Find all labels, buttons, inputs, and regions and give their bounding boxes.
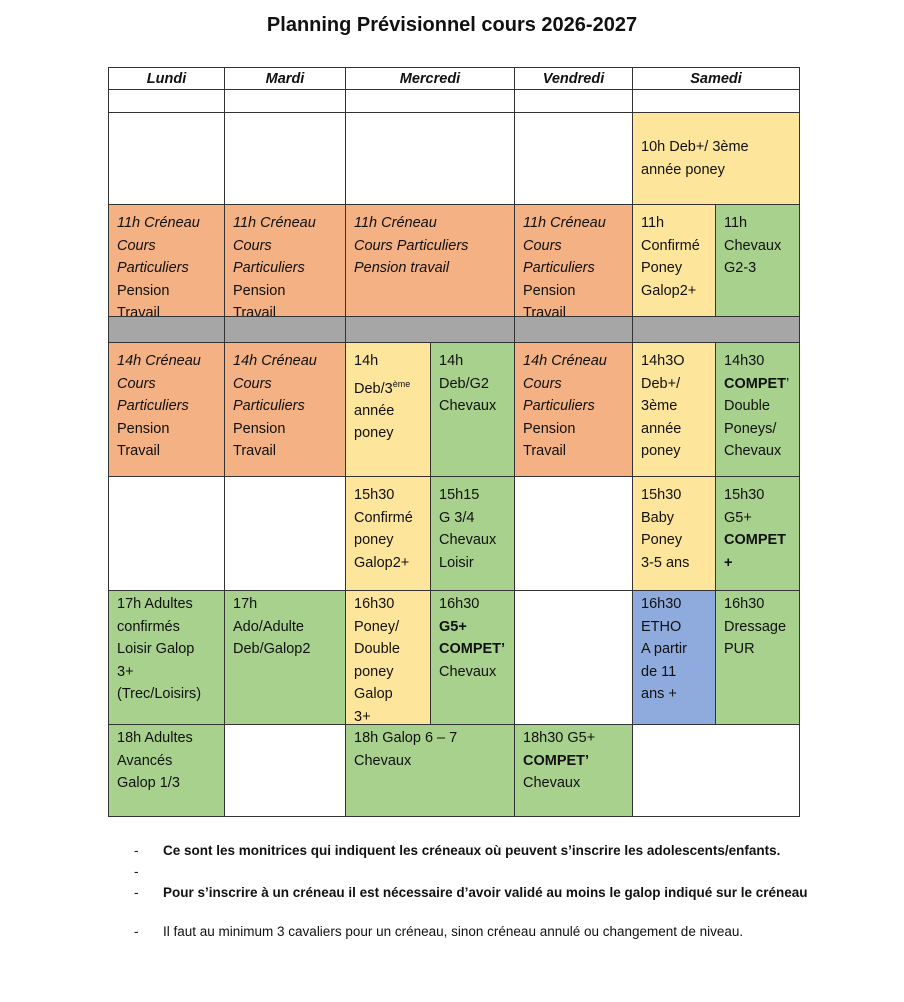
slot-line: poney [354, 425, 394, 442]
slot-line: Deb/3 [354, 380, 393, 397]
slot-mercredi-16h-poney [346, 591, 431, 725]
slot-line: G 3/4 [439, 509, 475, 526]
slot-line: 18h Adultes [117, 730, 193, 746]
slot-line: PUR [724, 641, 755, 657]
slot-line: Particuliers [117, 398, 189, 414]
slot-line: Deb+/ [641, 375, 681, 392]
slot-line: 11h [641, 215, 665, 231]
empty-cell [225, 477, 346, 591]
slot-line: 16h30 [641, 596, 682, 612]
slot-line: Double [724, 398, 770, 414]
slot-line: Baby [641, 509, 675, 526]
slot-lundi-11h [108, 205, 225, 317]
slot-samedi-15h-compet [716, 477, 800, 591]
slot-line: Pension [233, 282, 286, 299]
slot-line: année [641, 420, 682, 437]
slot-samedi-15h-baby [633, 477, 716, 591]
empty-cell [108, 113, 225, 205]
slot-line: Cours [523, 237, 562, 254]
empty-cell [108, 477, 225, 591]
slot-line: confirmés [117, 618, 180, 635]
slot-line: 3+ [117, 663, 134, 680]
slot-line: Loisir Galop [117, 641, 195, 657]
slot-mercredi-16h-compet [431, 591, 515, 725]
empty-cell [515, 90, 633, 113]
note-text: Il faut au minimum 3 cavaliers pour un créneau, sinon créneau annulé ou changement de niveau. [163, 924, 744, 939]
slot-line: 3-5 ans [641, 554, 690, 571]
slot-line: Travail [523, 443, 566, 459]
slot-line: COMPET [523, 752, 586, 769]
slot-line: Travail [117, 443, 160, 459]
slot-line: 11h Créneau [523, 215, 606, 231]
slot-line: A partir [641, 641, 687, 657]
slot-line: Chevaux [439, 532, 497, 548]
slot-line: 17h [233, 596, 258, 612]
slot-line: COMPET [724, 375, 787, 392]
slot-line: ETHO [641, 618, 682, 635]
bullet-dash: - [134, 924, 139, 939]
slot-mardi-17h [225, 591, 346, 725]
slot-line: 15h30 [724, 487, 765, 503]
note-item [134, 861, 834, 882]
slot-line: Travail [523, 305, 566, 317]
slot-line: Chevaux [724, 443, 782, 459]
slot-line: (Trec/Loisirs) [117, 686, 202, 702]
slot-line: Travail [233, 305, 276, 317]
slot-mardi-14h [225, 343, 346, 477]
slot-line: 14h Créneau [117, 353, 201, 369]
slot-line: + [724, 554, 733, 571]
slot-line: 18h30 G5+ [523, 730, 596, 746]
slot-line: 17h Adultes [117, 596, 193, 612]
slot-line: 15h15 [439, 487, 480, 503]
slot-line: poney [354, 663, 394, 680]
slot-samedi-14h-poney [633, 343, 716, 477]
slot-line: 10h Deb+/ 3ème [641, 139, 749, 155]
slot-vendredi-11h [515, 205, 633, 317]
slot-mercredi-14h-poney [346, 343, 431, 477]
empty-cell [108, 90, 225, 113]
slot-line: 14h [354, 353, 379, 369]
slot-line: Deb/Galop2 [233, 641, 311, 657]
slot-samedi-11h-poney [633, 205, 716, 317]
slot-line: poney [354, 532, 394, 548]
note-item [134, 882, 834, 903]
slot-line: 11h [724, 215, 748, 231]
empty-cell [225, 725, 346, 817]
bullet-dash: - [134, 864, 139, 879]
header-vendredi: Vendredi [515, 67, 633, 90]
slot-line: 15h30 [354, 487, 395, 503]
slot-line: 14h3O [641, 353, 685, 369]
slot-line: 3+ [354, 708, 371, 725]
empty-cell [225, 113, 346, 205]
header-samedi: Samedi [633, 67, 800, 90]
slot-line: Travail [233, 443, 276, 459]
slot-mardi-11h [225, 205, 346, 317]
empty-cell [515, 113, 633, 205]
slot-line: Pension [117, 420, 170, 437]
slot-line: Pension [233, 420, 286, 437]
slot-line: ’ [786, 375, 790, 392]
slot-line: Pension travail [354, 260, 450, 276]
slot-line: 18h Galop 6 – 7 [354, 730, 458, 746]
slot-line: COMPET [439, 641, 502, 657]
slot-mercredi-15h-poney [346, 477, 431, 591]
slot-line: Poney [641, 532, 683, 548]
slot-line: 16h30 [439, 596, 480, 612]
slot-line: 11h Créneau [233, 215, 316, 231]
header-mardi: Mardi [225, 67, 346, 90]
slot-line: Avancés [117, 752, 173, 769]
slot-line: Chevaux [724, 237, 782, 254]
slot-line: 14h Créneau [233, 353, 317, 369]
slot-line: Travail [117, 305, 160, 317]
empty-cell [346, 113, 515, 205]
slot-line: Pension [117, 282, 170, 299]
note-item [134, 840, 834, 861]
break-row-cell [346, 317, 515, 343]
slot-line: 16h30 [724, 596, 765, 612]
schedule-table [108, 67, 800, 817]
bullet-dash: - [134, 843, 139, 858]
empty-cell [515, 591, 633, 725]
empty-cell [515, 477, 633, 591]
slot-line: année [354, 402, 395, 419]
slot-lundi-17h [108, 591, 225, 725]
slot-line: G2-3 [724, 260, 757, 276]
slot-line: Chevaux [439, 398, 497, 414]
slot-line: Poneys/ [724, 420, 777, 437]
slot-line: Cours [233, 375, 272, 392]
slot-line: 14h [439, 353, 464, 369]
header-mercredi: Mercredi [346, 67, 515, 90]
slot-line: Galop [354, 686, 393, 702]
slot-line: 11h Créneau [354, 215, 437, 231]
slot-line: poney [641, 443, 681, 459]
slot-mercredi-15h-chevaux [431, 477, 515, 591]
slot-mercredi-18h [346, 725, 515, 817]
bullet-dash: - [134, 885, 139, 900]
note-text: Pour s’inscrire à un créneau il est nécessaire d’avoir validé au moins le galop indiqué sur le créneau [163, 885, 808, 900]
slot-line: Dressage [724, 618, 787, 635]
slot-line: année poney [641, 161, 725, 178]
slot-line: COMPET [724, 532, 787, 548]
slot-line: Poney/ [354, 618, 400, 635]
break-row-cell [108, 317, 225, 343]
slot-line: G5+ [439, 618, 467, 635]
slot-line: Chevaux [523, 775, 581, 791]
note-item [134, 921, 834, 942]
page-title: Planning Prévisionnel cours 2026-2027 [266, 14, 638, 36]
slot-line: Galop 1/3 [117, 775, 180, 791]
break-row-cell [515, 317, 633, 343]
slot-line: 3ème [641, 398, 678, 414]
slot-samedi-11h-chevaux [716, 205, 800, 317]
slot-line: Chevaux [439, 663, 497, 680]
slot-line: Pension [523, 420, 576, 437]
slot-line: Particuliers [233, 398, 305, 414]
slot-line: 14h Créneau [523, 353, 607, 369]
slot-line: Pension [523, 282, 576, 299]
notes-list [134, 840, 834, 942]
slot-mercredi-11h [346, 205, 515, 317]
slot-line: Particuliers [523, 398, 595, 414]
slot-vendredi-18h [515, 725, 633, 817]
slot-line: Cours [117, 375, 156, 392]
break-row-cell [225, 317, 346, 343]
slot-line: Cours [117, 237, 156, 254]
slot-line: Cours [233, 237, 272, 254]
slot-line: Cours Particuliers [354, 237, 469, 254]
slot-samedi-16h-dressage [716, 591, 800, 725]
slot-line: Double [354, 641, 400, 657]
note-text: Ce sont les monitrices qui indiquent les créneaux où peuvent s’inscrire les adolescents/enfants. [163, 843, 781, 858]
slot-line: 15h30 [641, 487, 682, 503]
slot-line: Particuliers [523, 260, 595, 276]
slot-line: Poney [641, 260, 683, 276]
header-lundi: Lundi [108, 67, 225, 90]
slot-line: Ado/Adulte [233, 618, 304, 635]
empty-cell [633, 725, 800, 817]
slot-lundi-18h [108, 725, 225, 817]
slot-line: Cours [523, 375, 562, 392]
slot-line: Particuliers [117, 260, 189, 276]
slot-line: ans + [641, 686, 677, 702]
empty-cell [346, 90, 515, 113]
superscript: ème [392, 378, 411, 389]
slot-samedi-10h [633, 113, 800, 205]
break-row-cell [633, 317, 800, 343]
slot-line: Deb/G2 [439, 375, 489, 392]
slot-line: Confirmé [354, 509, 413, 526]
slot-samedi-14h-compet [716, 343, 800, 477]
slot-line: G5+ [724, 509, 752, 526]
slot-vendredi-14h [515, 343, 633, 477]
slot-line: Galop2+ [641, 282, 697, 299]
slot-line: Galop2+ [354, 554, 410, 571]
slot-line: Chevaux [354, 752, 412, 769]
slot-line: 11h Créneau [117, 215, 200, 231]
slot-line: Confirmé [641, 237, 700, 254]
slot-lundi-14h [108, 343, 225, 477]
slot-line: 14h30 [724, 353, 765, 369]
empty-cell [225, 90, 346, 113]
empty-cell [633, 90, 800, 113]
slot-line: de 11 [641, 663, 677, 680]
slot-line: ’ [501, 641, 506, 657]
slot-line: Loisir [439, 554, 474, 571]
slot-mercredi-14h-chevaux [431, 343, 515, 477]
slot-line: 16h30 [354, 596, 395, 612]
slot-samedi-16h-etho [633, 591, 716, 725]
slot-line: ’ [585, 752, 590, 769]
slot-line: Particuliers [233, 260, 305, 276]
